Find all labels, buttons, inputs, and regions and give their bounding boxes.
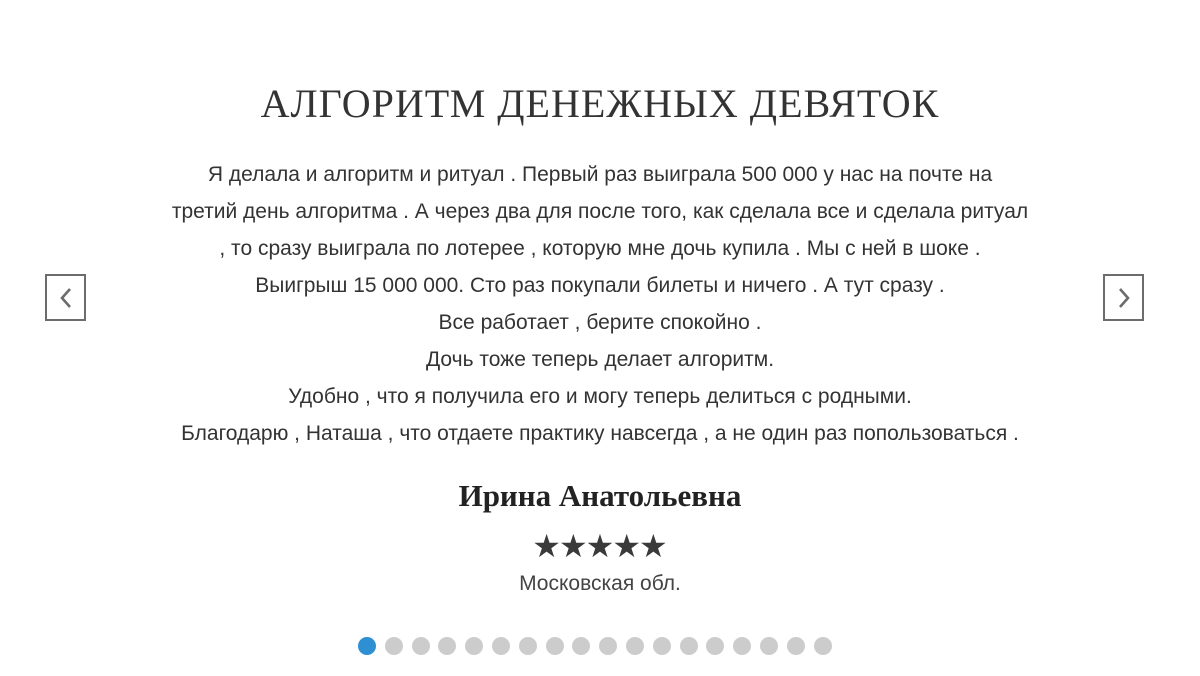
pagination-dot[interactable] — [412, 637, 430, 655]
review-text — [130, 156, 1070, 452]
pagination-dot[interactable] — [492, 637, 510, 655]
pagination-dot[interactable] — [653, 637, 671, 655]
next-slide-button[interactable] — [1103, 274, 1144, 321]
star-icon: ★ — [532, 528, 561, 564]
star-icon: ★ — [558, 528, 588, 564]
review-line: , то сразу выиграла по лотерее , которую мне дочь купила . Мы с ней в шоке . — [219, 237, 981, 260]
pagination-dot[interactable] — [438, 637, 456, 655]
review-line: Выигрыш 15 000 000. Сто раз покупали билеты и ничего . А тут сразу . — [255, 274, 945, 297]
pagination-dot[interactable] — [599, 637, 617, 655]
review-line: Я делала и алгоритм и ритуал . Первый раз выиграла 500 000 у нас на почте на — [207, 163, 993, 186]
prev-slide-button[interactable] — [45, 274, 86, 321]
star-icon: ★ — [612, 528, 642, 564]
pagination-dot[interactable] — [358, 637, 376, 655]
slider-pagination — [358, 637, 832, 655]
pagination-dot[interactable] — [626, 637, 644, 655]
section-title: АЛГОРИТМ ДЕНЕЖНЫХ ДЕВЯТОК — [260, 81, 940, 126]
pagination-dot[interactable] — [787, 637, 805, 655]
pagination-dot[interactable] — [385, 637, 403, 655]
pagination-dot[interactable] — [706, 637, 724, 655]
pagination-dot[interactable] — [546, 637, 564, 655]
review-line: Удобно , что я получила его и могу теперь делиться с родными. — [288, 385, 912, 408]
star-rating — [0, 528, 1200, 564]
review-author: Ирина Анатольевна — [458, 478, 742, 513]
pagination-dot[interactable] — [519, 637, 537, 655]
review-line: Дочь тоже теперь делает алгоритм. — [425, 348, 775, 371]
review-location: Московская обл. — [519, 572, 681, 595]
pagination-dot[interactable] — [814, 637, 832, 655]
review-line: Все работает , берите спокойно . — [438, 311, 762, 334]
review-line: Благодарю , Наташа , что отдаете практику навсегда , а не один раз попользоваться . — [181, 422, 1019, 445]
star-icon: ★ — [585, 528, 615, 564]
chevron-left-icon — [58, 287, 74, 309]
pagination-dot[interactable] — [465, 637, 483, 655]
pagination-dot[interactable] — [680, 637, 698, 655]
review-line: третий день алгоритма . А через два для после того, как сделала все и сделала ритуал — [171, 200, 1029, 223]
star-icon: ★ — [639, 528, 668, 564]
chevron-right-icon — [1116, 287, 1132, 309]
pagination-dot[interactable] — [733, 637, 751, 655]
pagination-dot[interactable] — [572, 637, 590, 655]
pagination-dot[interactable] — [760, 637, 778, 655]
